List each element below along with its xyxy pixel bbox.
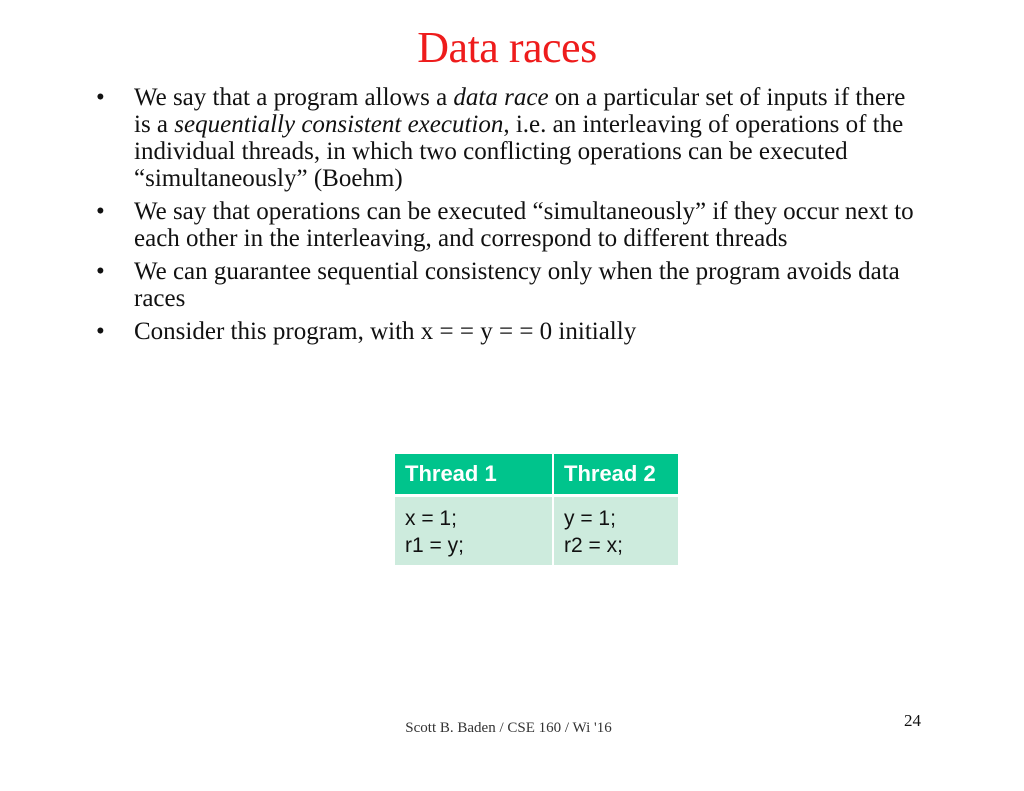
table-row	[395, 497, 678, 565]
bullet-item	[96, 84, 926, 192]
bullet-list	[96, 84, 926, 351]
bullet-text-part: data race	[453, 84, 549, 111]
bullet-text-part: Consider this program, with x = = y = = 0 initially	[134, 318, 637, 345]
code-line: r1 = y;	[405, 534, 464, 557]
bullet-item	[96, 198, 926, 252]
table-header-thread-1: Thread 1	[395, 454, 554, 497]
bullet-symbol: •	[96, 84, 105, 111]
table-header-row	[395, 454, 678, 497]
table-header-thread-2: Thread 2	[554, 454, 678, 497]
slide-footer: Scott B. Baden / CSE 160 / Wi '16	[405, 720, 612, 736]
code-line: x = 1;	[405, 507, 457, 530]
code-line: r2 = x;	[564, 534, 623, 557]
code-line: y = 1;	[564, 507, 616, 530]
page-number: 24	[904, 711, 921, 730]
bullet-item	[96, 318, 926, 345]
bullet-symbol: •	[96, 198, 105, 225]
bullet-text-part: We can guarantee sequential consistency only when the program avoids data races	[134, 258, 900, 312]
thread-1-code-cell	[395, 497, 554, 565]
bullet-symbol: •	[96, 258, 105, 285]
bullet-text-part: We say that operations can be executed “simultaneously” if they occur next to each other in the interleaving, and correspond to different threads	[134, 198, 914, 252]
bullet-text-part: sequentially consistent execution	[174, 111, 504, 138]
slide-title: Data races	[417, 23, 597, 72]
bullet-text-part: on a particular set of inputs if there is a	[134, 84, 906, 138]
bullet-symbol: •	[96, 318, 105, 345]
threads-table	[395, 454, 678, 565]
bullet-text-part: , i.e. an interleaving of operations of the individual threads, in which two conflicting operations can be executed “simultaneously” (Boehm)	[134, 111, 904, 192]
bullet-item	[96, 258, 926, 312]
bullet-text-part: We say that a program allows a	[134, 84, 454, 111]
thread-2-code-cell	[554, 497, 678, 565]
